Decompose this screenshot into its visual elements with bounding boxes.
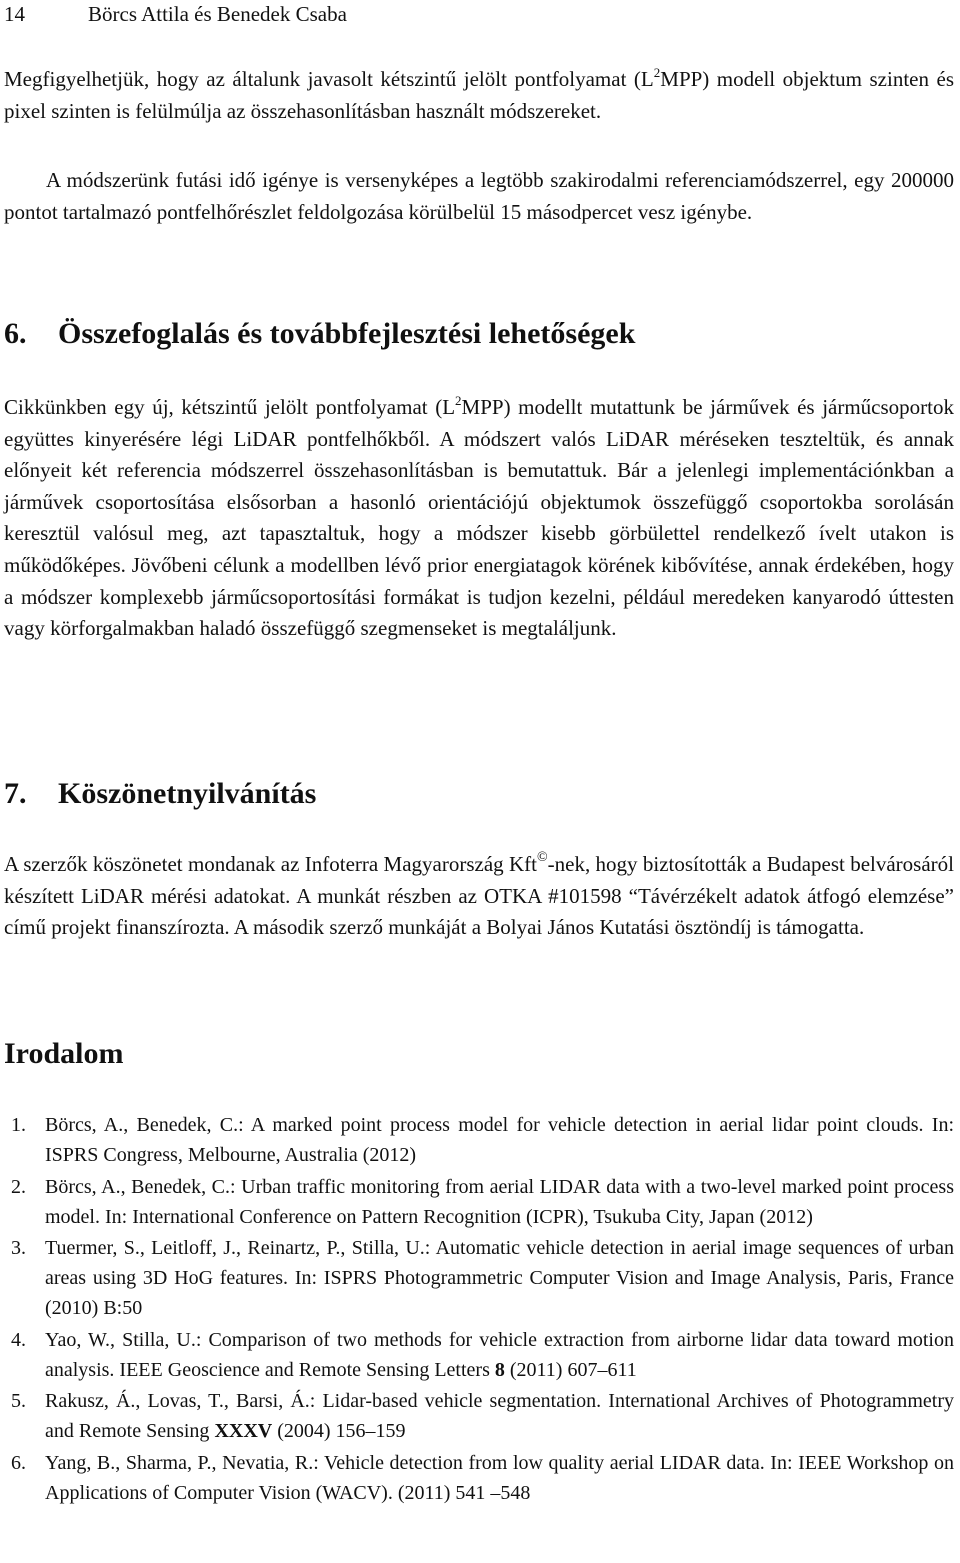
reference-number: 4.	[11, 1328, 26, 1351]
section-title: Köszönetnyilvánítás	[58, 777, 317, 810]
reference-text-tail: (2011) 607–611	[504, 1358, 637, 1381]
section-7-text-a: A szerzők köszönetet mondanak az Infoterra Magyarország Kft	[4, 852, 537, 876]
reference-text: Yang, B., Sharma, P., Nevatia, R.: Vehicle detection from low quality aerial LIDAR data. In: IEEE Workshop on Applications of Computer Vision (WACV). (2011) 541 –548	[45, 1451, 954, 1504]
reference-number: 5.	[11, 1390, 26, 1413]
reference-text-tail: (2004) 156–159	[272, 1420, 406, 1443]
reference-item	[4, 1233, 954, 1323]
reference-item	[4, 1110, 954, 1170]
reference-number: 2.	[11, 1175, 26, 1198]
intro-text-a: Megfigyelhetjük, hogy az általunk javasolt kétszintű jelölt pontfolyamat (L	[4, 67, 654, 91]
running-header-authors: Börcs Attila és Benedek Csaba	[88, 2, 347, 26]
reference-volume: 8	[494, 1358, 505, 1381]
page-number: 14	[4, 2, 25, 26]
intro-paragraph-2: A módszerünk futási idő igénye is versenyképes a legtöbb szakirodalmi referenciamódszerrel, egy 200000 pontot tartalmazó pontfelhőrészlet feldolgozása körülbelül 15 másodpercet vesz igénybe.	[4, 168, 954, 224]
reference-text: Börcs, A., Benedek, C.: Urban traffic monitoring from aerial LIDAR data with a two-level marked point process model. In: International Conference on Pattern Recognition (ICPR), Tsukuba City, Japan (2012)	[45, 1175, 954, 1228]
section-7-text-b: -nek, hogy biztosították a Budapest belvárosáról készített LiDAR mérési adatokat. A munkát részben az OTKA #101598 “Távérzékelt adatok átfogó elemzése” című projekt finanszírozta. A második szerző munkáját a Bolyai János Kutatási ösztöndíj is támogatta.	[4, 852, 954, 940]
running-header	[4, 0, 347, 28]
reference-text: Börcs, A., Benedek, C.: A marked point process model for vehicle detection in aerial lidar point clouds. In: ISPRS Congress, Melbourne, Australia (2012)	[45, 1114, 954, 1166]
section-7-body	[4, 849, 954, 944]
section-6-body	[4, 392, 954, 645]
reference-text: Rakusz, Á., Lovas, T., Barsi, Á.: Lidar-based vehicle segmentation. International Archives of Photogrammetry and Remote Sensing	[45, 1390, 954, 1443]
section-title: Összefoglalás és továbbfejlesztési lehetőségek	[58, 317, 636, 350]
reference-number: 1.	[11, 1114, 26, 1136]
reference-text: Yao, W., Stilla, U.: Comparison of two methods for vehicle extraction from airborne lidar data toward motion analysis. IEEE Geoscience and Remote Sensing Letters	[45, 1328, 954, 1381]
section-6-text-b: MPP) modellt mutattunk be járművek és járműcsoportok együttes kinyerésére légi LiDAR pontfelhőkből. A módszert valós LiDAR méréseken teszteltük, és annak előnyeit két referencia módszerrel összehasonlításban is bemutattuk. Bár a jelenlegi implementációnkban a járművek csoportosítása elsősorban a hasonló orientációjú objektumok összefüggő csoportokba sorolásán keresztül valósul meg, azt tapasztaltuk, hogy a módszer kisebb görbülettel rendelkező ívelt utakon is működőképes. Jövőbeni célunk a modellben lévő prior energiatagok körének kibővítése, annak érdekében, hogy a módszer komplexebb járműcsoportosítási formákat is tudjon kezelni, például meredeken kanyarodó úttesten vagy körforgalmakban haladó összefüggő szegmenseket is megtaláljunk.	[4, 395, 955, 641]
section-number: 7.	[4, 777, 27, 810]
superscript: 2	[455, 393, 462, 408]
reference-number: 6.	[11, 1451, 26, 1474]
references-list	[4, 1110, 954, 1510]
section-7-heading	[4, 776, 954, 812]
reference-volume: XXXV	[214, 1420, 273, 1443]
section-6-text-a: Cikkünkben egy új, kétszintű jelölt pontfolyamat (L	[4, 395, 456, 419]
section-6-heading	[4, 316, 954, 352]
intro-paragraph-1	[4, 64, 954, 127]
copyright-symbol: ©	[537, 850, 548, 865]
intro-text-b: MPP) modell objektum szinten és pixel szinten is felülmúlja az összehasonlításban használt módszereket.	[4, 67, 954, 123]
reference-item	[4, 1172, 954, 1232]
superscript: 2	[653, 65, 661, 80]
reference-text: Tuermer, S., Leitloff, J., Reinartz, P., Stilla, U.: Automatic vehicle detection in aerial image sequences of urban areas using 3D HoG features. In: ISPRS Photogrammetric Computer Vision and Image Analysis, Paris, France (2010) B:50	[45, 1237, 954, 1320]
reference-item	[4, 1325, 954, 1385]
references-heading: Irodalom	[4, 1037, 124, 1070]
section-number: 6.	[4, 317, 27, 350]
reference-item	[4, 1448, 954, 1508]
reference-item	[4, 1386, 954, 1446]
reference-number: 3.	[11, 1237, 26, 1260]
